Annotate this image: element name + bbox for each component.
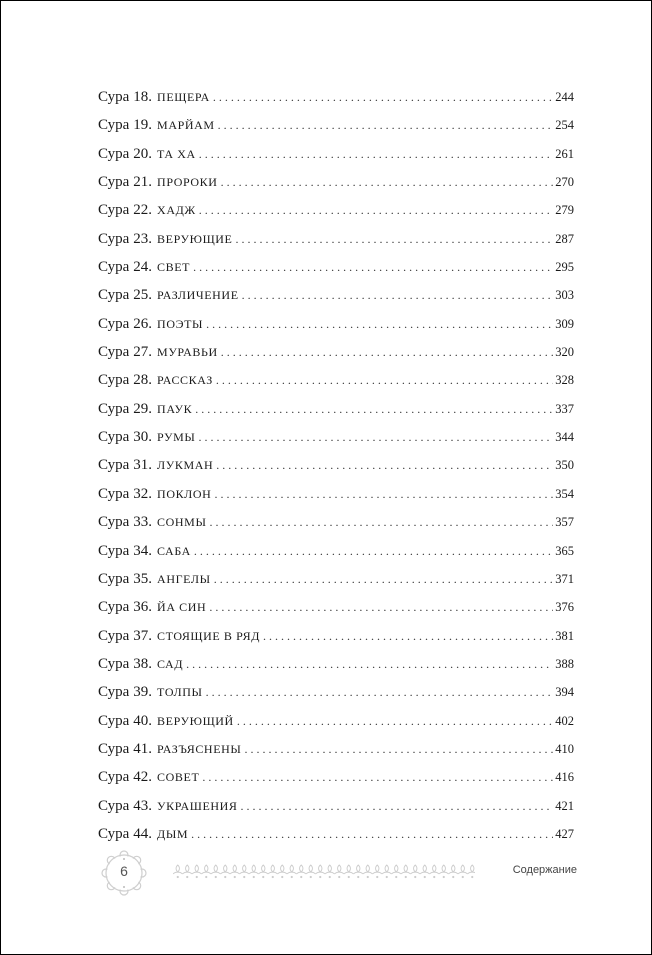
toc-entry	[98, 792, 574, 820]
page-reference: 350	[555, 458, 574, 473]
page-reference: 421	[555, 798, 574, 813]
sura-prefix: Сура	[98, 769, 130, 786]
sura-prefix: Сура	[98, 372, 130, 389]
sura-number: 35.	[133, 570, 153, 587]
sura-prefix: Сура	[98, 145, 130, 162]
sura-title: АНГЕЛЫ	[157, 571, 211, 586]
sura-prefix: Сура	[98, 740, 130, 757]
dot-leader	[198, 423, 553, 451]
toc-entry	[98, 480, 574, 508]
toc-entry	[98, 310, 574, 338]
sura-title: ХАДЖ	[157, 203, 196, 218]
page-reference: 371	[555, 571, 574, 586]
dot-leader	[206, 678, 554, 706]
sura-number: 44.	[133, 825, 153, 842]
dot-leader	[244, 735, 553, 763]
toc-entry	[98, 593, 574, 621]
sura-title: РАЗЛИЧЕНИЕ	[157, 288, 239, 303]
sura-number: 18.	[133, 89, 153, 105]
sura-number: 40.	[133, 712, 153, 729]
toc-entry	[98, 366, 574, 394]
sura-number: 24.	[133, 259, 153, 276]
page-number-medallion	[100, 849, 148, 897]
dot-leader	[214, 480, 553, 508]
sura-number: 30.	[133, 429, 153, 446]
dot-leader	[199, 196, 554, 224]
toc-entry	[98, 707, 574, 735]
page-reference: 381	[555, 628, 574, 643]
sura-prefix: Сура	[98, 344, 130, 361]
dot-leader	[213, 83, 553, 111]
page-reference: 394	[555, 685, 574, 700]
page-reference: 427	[555, 826, 574, 841]
page-reference: 354	[555, 486, 574, 501]
sura-number: 31.	[133, 457, 153, 474]
sura-number: 36.	[133, 599, 153, 616]
sura-title: ПЕЩЕРА	[157, 90, 210, 104]
dot-leader	[236, 225, 554, 253]
sura-title: ВЕРУЮЩИЙ	[157, 713, 234, 728]
sura-title: ТОЛПЫ	[157, 685, 203, 700]
sura-prefix: Сура	[98, 259, 130, 276]
dot-leader	[216, 366, 553, 394]
dot-leader	[242, 281, 554, 309]
sura-number: 22.	[133, 202, 153, 219]
sura-prefix: Сура	[98, 89, 130, 105]
dot-leader	[209, 593, 553, 621]
sura-title: РУМЫ	[157, 430, 196, 445]
toc-entry	[98, 423, 574, 451]
sura-title: ЙА СИН	[157, 600, 207, 615]
sura-title: РАССКАЗ	[157, 373, 213, 388]
page-reference: 337	[555, 401, 574, 416]
sura-title: ПРОРОКИ	[157, 175, 218, 190]
sura-number: 20.	[133, 145, 153, 162]
page-reference: 270	[555, 175, 574, 190]
sura-title: ТА ХА	[157, 146, 196, 161]
sura-number: 41.	[133, 740, 153, 757]
sura-number: 27.	[133, 344, 153, 361]
sura-prefix: Сура	[98, 684, 130, 701]
sura-title: ДЫМ	[157, 826, 189, 841]
sura-prefix: Сура	[98, 230, 130, 247]
toc-entry	[98, 253, 574, 281]
dot-leader	[221, 338, 553, 366]
sura-prefix: Сура	[98, 457, 130, 474]
toc-entry	[98, 225, 574, 253]
sura-number: 34.	[133, 542, 153, 559]
page-reference: 388	[555, 656, 574, 671]
toc-entry	[98, 111, 574, 139]
toc-entry	[98, 338, 574, 366]
sura-prefix: Сура	[98, 655, 130, 672]
dot-leader	[195, 395, 553, 423]
sura-title: МУРАВЬИ	[157, 345, 218, 360]
dot-leader	[199, 140, 553, 168]
sura-title: ПАУК	[157, 401, 193, 416]
toc-entry	[98, 168, 574, 196]
dot-leader	[263, 622, 553, 650]
sura-number: 32.	[133, 485, 153, 502]
dot-leader	[241, 792, 554, 820]
sura-number: 38.	[133, 655, 153, 672]
sura-title: СОНМЫ	[157, 515, 207, 530]
toc-entry	[98, 763, 574, 791]
dot-leader	[206, 310, 553, 338]
page-number: 6	[120, 863, 128, 879]
dot-leader	[191, 820, 553, 848]
sura-title: САД	[157, 656, 184, 671]
sura-number: 29.	[133, 400, 153, 417]
dot-leader	[214, 565, 554, 593]
sura-title: СОВЕТ	[157, 770, 200, 785]
sura-title: УКРАШЕНИЯ	[157, 798, 238, 813]
toc-entry	[98, 537, 574, 565]
toc-entry	[98, 565, 574, 593]
sura-title: САБА	[157, 543, 191, 558]
sura-prefix: Сура	[98, 542, 130, 559]
toc-entry	[98, 650, 574, 678]
sura-title: ПОКЛОН	[157, 486, 212, 501]
page-reference: 328	[555, 373, 574, 388]
sura-title: СТОЯЩИЕ В РЯД	[157, 628, 261, 643]
decorative-border-icon	[173, 863, 475, 881]
page-reference: 365	[555, 543, 574, 558]
toc-entry	[98, 395, 574, 423]
sura-title: СВЕТ	[157, 260, 191, 275]
toc-entry	[98, 196, 574, 224]
dot-leader	[221, 168, 554, 196]
toc-entry	[98, 820, 574, 848]
toc-entry	[98, 451, 574, 479]
dot-leader	[218, 111, 554, 139]
dot-leader	[210, 508, 554, 536]
toc-entry	[98, 622, 574, 650]
sura-number: 21.	[133, 174, 153, 191]
section-title: Содержание	[512, 864, 577, 876]
sura-number: 39.	[133, 684, 153, 701]
page-reference: 309	[555, 316, 574, 331]
sura-prefix: Сура	[98, 514, 130, 531]
sura-prefix: Сура	[98, 712, 130, 729]
sura-prefix: Сура	[98, 627, 130, 644]
dot-leader	[186, 650, 553, 678]
page-reference: 244	[555, 90, 574, 104]
page-reference: 320	[555, 345, 574, 360]
toc-entry	[98, 678, 574, 706]
sura-number: 26.	[133, 315, 153, 332]
sura-title: МАРЙАМ	[157, 118, 215, 133]
page-reference: 410	[555, 741, 574, 756]
toc-entry	[98, 140, 574, 168]
sura-number: 43.	[133, 797, 153, 814]
toc-entry	[98, 508, 574, 536]
dot-leader	[194, 537, 553, 565]
sura-prefix: Сура	[98, 287, 130, 304]
sura-prefix: Сура	[98, 570, 130, 587]
dot-leader	[202, 763, 553, 791]
sura-prefix: Сура	[98, 599, 130, 616]
toc-entry	[98, 735, 574, 763]
toc-entry	[98, 83, 574, 111]
page-reference: 376	[555, 600, 574, 615]
sura-number: 42.	[133, 769, 153, 786]
sura-number: 23.	[133, 230, 153, 247]
page-reference: 416	[555, 770, 574, 785]
sura-prefix: Сура	[98, 825, 130, 842]
table-of-contents	[98, 83, 574, 848]
dot-leader	[193, 253, 553, 281]
sura-number: 28.	[133, 372, 153, 389]
page-reference: 344	[555, 430, 574, 445]
sura-title: ЛУКМАН	[157, 458, 214, 473]
sura-number: 33.	[133, 514, 153, 531]
sura-title: РАЗЪЯСНЕНЫ	[157, 741, 242, 756]
sura-title: ПОЭТЫ	[157, 316, 204, 331]
sura-prefix: Сура	[98, 315, 130, 332]
sura-prefix: Сура	[98, 400, 130, 417]
toc-entry	[98, 281, 574, 309]
page-reference: 303	[555, 288, 574, 303]
page-reference: 402	[555, 713, 574, 728]
page-reference: 287	[555, 231, 574, 246]
sura-prefix: Сура	[98, 429, 130, 446]
page-reference: 357	[555, 515, 574, 530]
sura-number: 19.	[133, 117, 153, 134]
page-reference: 279	[555, 203, 574, 218]
sura-number: 37.	[133, 627, 153, 644]
sura-prefix: Сура	[98, 174, 130, 191]
sura-prefix: Сура	[98, 797, 130, 814]
sura-title: ВЕРУЮЩИЕ	[157, 231, 233, 246]
page-reference: 295	[555, 260, 574, 275]
sura-prefix: Сура	[98, 117, 130, 134]
page-reference: 254	[555, 118, 574, 133]
page-reference: 261	[555, 146, 574, 161]
dot-leader	[237, 707, 553, 735]
sura-number: 25.	[133, 287, 153, 304]
sura-prefix: Сура	[98, 202, 130, 219]
sura-prefix: Сура	[98, 485, 130, 502]
dot-leader	[216, 451, 553, 479]
